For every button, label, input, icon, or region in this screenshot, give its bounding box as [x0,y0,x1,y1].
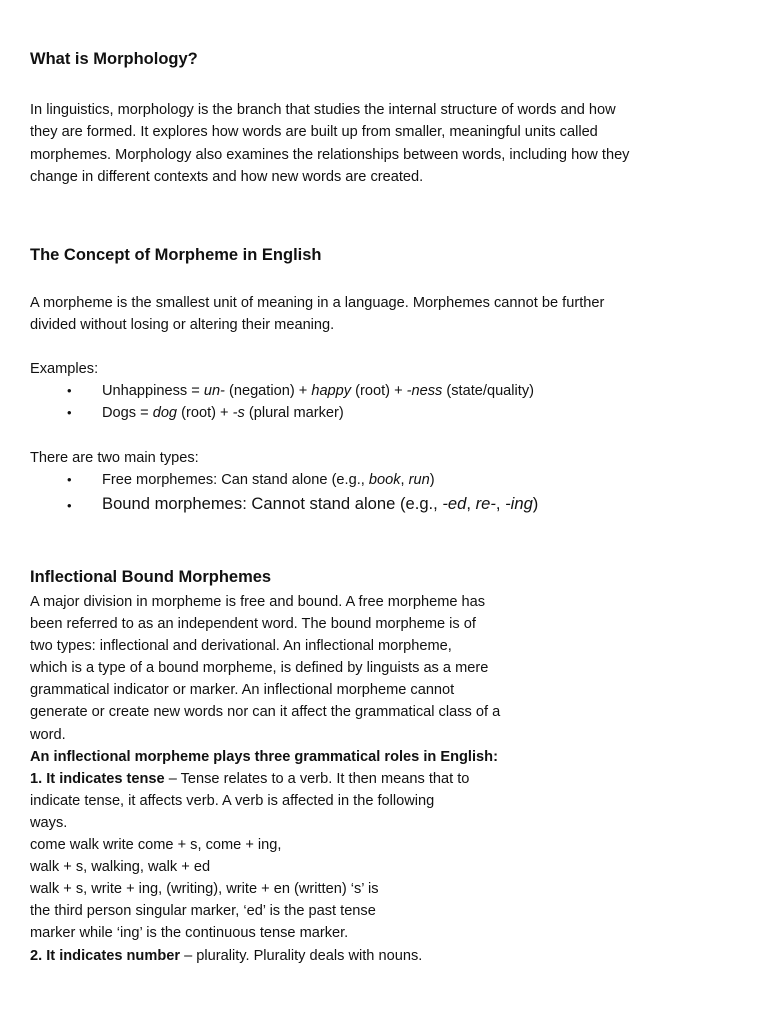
roles-heading: An inflectional morpheme plays three grammatical roles in English: [30,748,498,765]
paragraph-line: the third person singular marker, ‘ed’ is the past tense [30,903,376,920]
bullet-icon: • [67,498,72,514]
list-item-example-unhappiness: • Unhappiness = un- (negation) + happy (root) + -ness (state/quality) [30,380,534,402]
paragraph-line: grammatical indicator or marker. An inflectional morpheme cannot [30,682,455,699]
paragraph-line: marker while ‘ing’ is the continuous tense marker. [30,925,349,942]
paragraph-line: walk + s, write + ing, (writing), write + en (written) ‘s’ is [30,881,379,898]
list-item-example-dogs: • Dogs = dog (root) + -s (plural marker) [30,402,534,424]
heading-inflectional-bound-morphemes: Inflectional Bound Morphemes [30,568,272,586]
paragraph-line: word. [30,726,66,743]
paragraph-line: which is a type of a bound morpheme, is defined by linguists as a mere [30,660,489,677]
types-label: There are two main types: [30,450,199,466]
paragraph-line: come walk write come + s, come + ing, [30,837,282,854]
bullet-icon: • [67,405,72,421]
paragraph-line: generate or create new words nor can it affect the grammatical class of a [30,704,501,721]
heading-concept-of-morpheme: The Concept of Morpheme in English [30,246,322,264]
heading-what-is-morphology: What is Morphology? [30,50,198,68]
morpheme-types-list [30,469,538,517]
paragraph-line: indicate tense, it affects verb. A verb is affected in the following [30,792,435,809]
examples-label: Examples: [30,361,99,377]
paragraph-line: walk + s, walking, walk + ed [30,859,211,876]
examples-list [30,380,534,425]
paragraph-line: two types: inflectional and derivational. An inflectional morpheme, [30,638,452,655]
paragraph-line: divided without losing or altering their meaning. [30,317,335,334]
paragraph-line: ways. [30,814,68,831]
paragraph-line: A morpheme is the smallest unit of meaning in a language. Morphemes cannot be further [30,295,605,311]
paragraph-line: change in different contexts and how new words are created. [30,169,424,186]
paragraph-line: they are formed. It explores how words are built up from smaller, meaningful units called [30,124,598,141]
paragraph-line: been referred to as an independent word. The bound morpheme is of [30,616,476,633]
role-tense: 1. It indicates tense – Tense relates to a verb. It then means that to [30,770,470,787]
paragraph-line: A major division in morpheme is free and bound. A free morpheme has [30,594,486,610]
bullet-icon: • [67,472,72,487]
bullet-icon: • [67,383,72,398]
inflectional-paragraph [30,591,500,967]
morphology-definition-paragraph [30,99,629,189]
list-item-free-morphemes: • Free morphemes: Can stand alone (e.g., book, run) [30,469,538,491]
paragraph-line: morphemes. Morphology also examines the relationships between words, including how they [30,146,630,163]
role-number: 2. It indicates number – plurality. Plurality deals with nouns. [30,947,423,964]
paragraph-line: In linguistics, morphology is the branch that studies the internal structure of words and how [30,102,616,118]
list-item-bound-morphemes: • Bound morphemes: Cannot stand alone (e.g., -ed, re-, -ing) [30,491,538,517]
morpheme-definition-paragraph [30,292,604,337]
